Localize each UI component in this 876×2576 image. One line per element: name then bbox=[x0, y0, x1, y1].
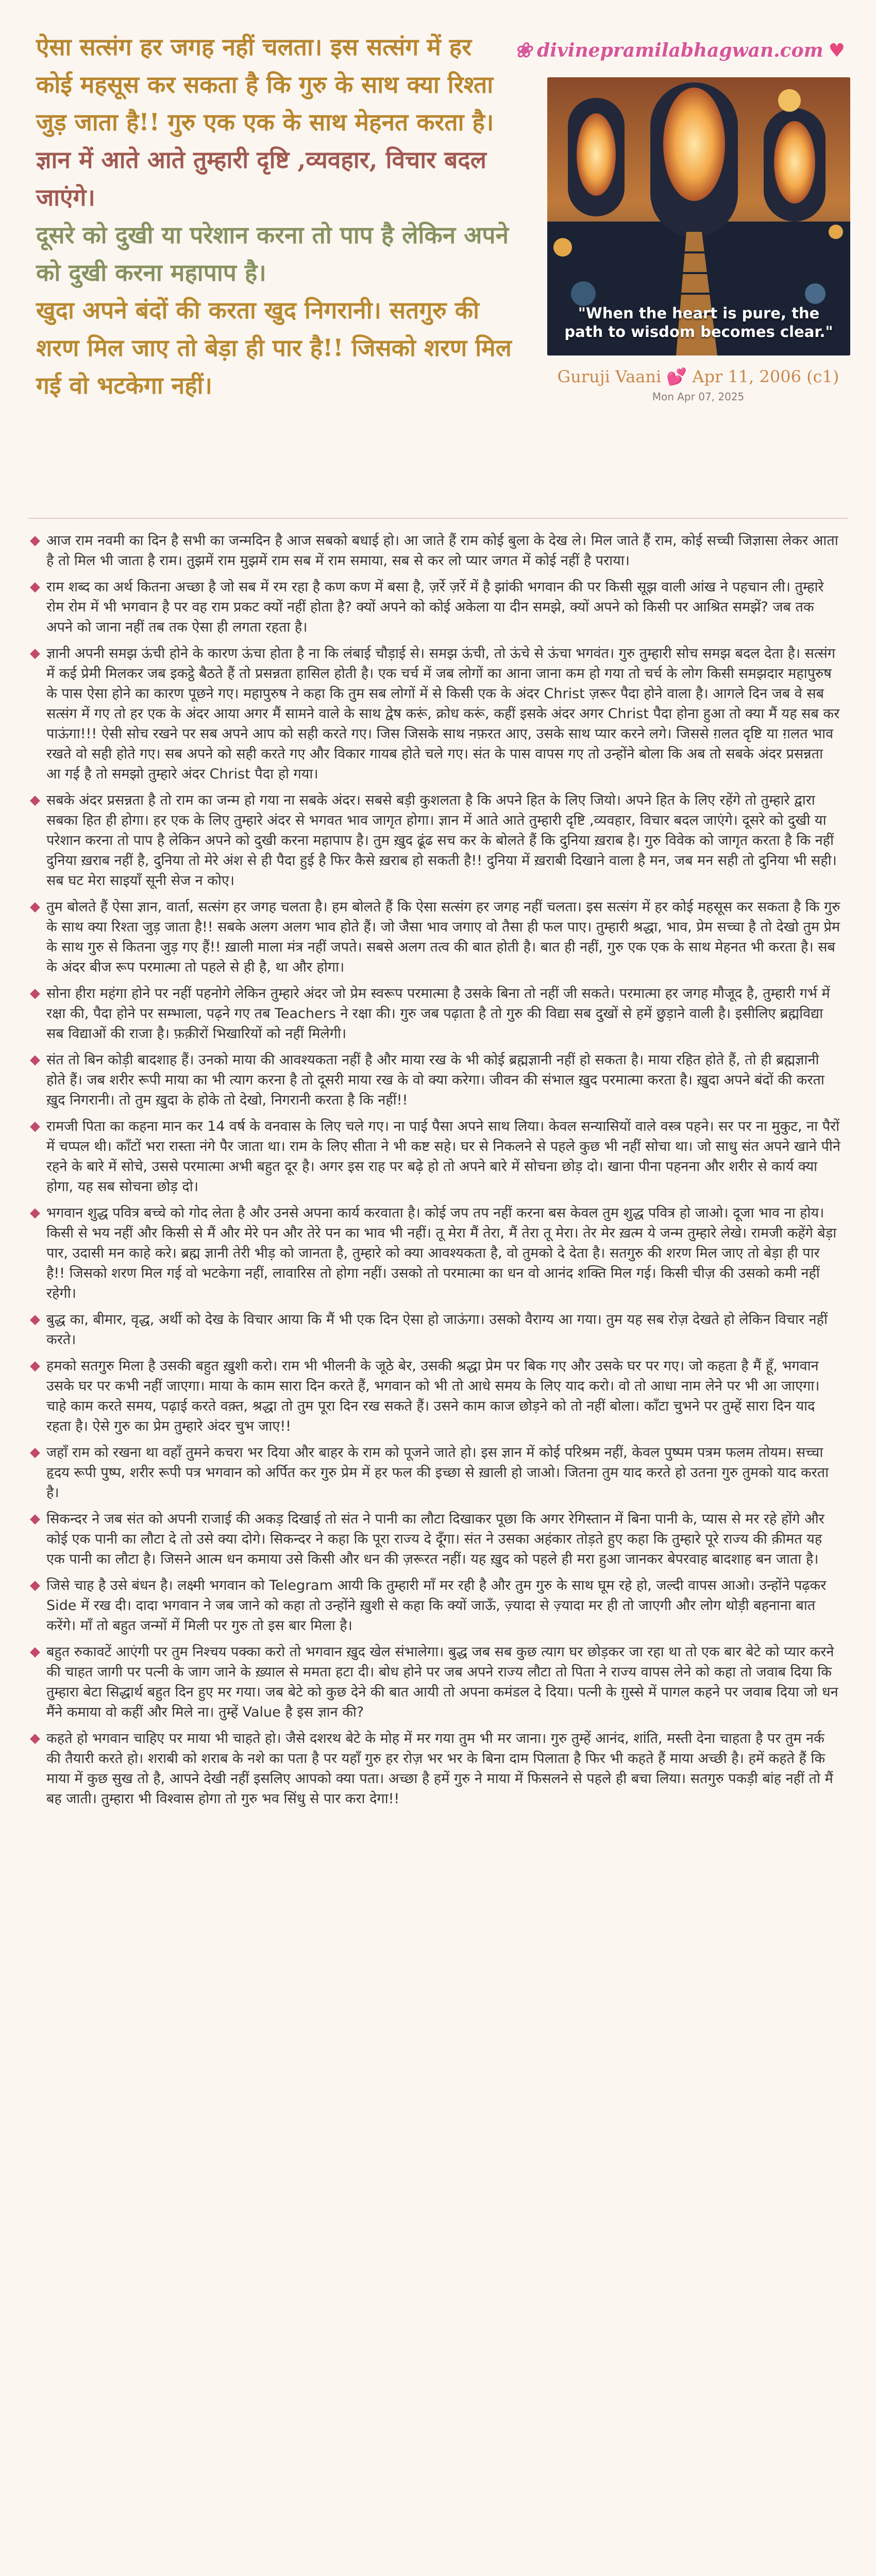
list-item bbox=[30, 790, 841, 891]
paragraph-text: जहाँ राम को रखना था वहाँ तुमने कचरा भर दिया और बाहर के राम को पूजने जाते हो। इस ज्ञान में कोई परिश्रम नहीं, केवल पुष्पम पत्रम फलम तोयम। सच्चा हृदय रूपी पुष्प, शरीर रूपी पत्र भगवान को अर्पित कर गुरु प्रेम में हर फल की इच्छा से ख़ाली हो जाओ। जितना तुम याद करते हो उतना गुरु तुमको याद करता है। bbox=[46, 1445, 829, 1501]
paragraph-text: कहते हो भगवान चाहिए पर माया भी चाहते हो। जैसे दशरथ बेटे के मोह में मर गया तुम भी मर जाना। गुरु तुम्हें आनंद, शांति, मस्ती देना चाहता है पर तुम नर्क की तैयारी करते हो। शराबी को शराब के नशे का पता है पर यहाँ गुरु हर रोज़ भर भर के बिना दाम पिलाता है फिर भी कहते हैं माया अच्छी है। हमें कहते हैं कि माया में कुछ सुख तो है, आपने देखी नहीं इसलिए आपको क्या पता। अच्छा है हमें गुरु ने माया में फिसलने से पहले ही बचा लिया। सतगुरु पकड़ी बांह नहीं तो मैं बह जाती। तुम्हारा भी विश्वास होगा तो गुरु भव सिंधु से पार करा देगा!! bbox=[46, 1731, 833, 1807]
heart-icon: ♥ bbox=[828, 39, 845, 61]
bullet-icon: ◆ bbox=[30, 1578, 40, 1593]
list-item bbox=[30, 577, 841, 637]
bullet-icon: ◆ bbox=[30, 1445, 40, 1460]
credit-author: Guruji Vaani bbox=[557, 367, 662, 386]
bullet-icon: ◆ bbox=[30, 1052, 40, 1067]
bullet-icon: ◆ bbox=[30, 1731, 40, 1746]
site-header bbox=[514, 26, 845, 75]
hero-caption: "When the heart is pure, the path to wisdom becomes clear." bbox=[564, 304, 833, 341]
paragraph-text: बुद्ध का, बीमार, वृद्ध, अर्थी को देख के विचार आया कि मैं भी एक दिन ऐसा हो जाऊंगा। उसको वैराग्य आ गया। तुम यह सब रोज़ देखते हो लेकिन विचार नहीं करते। bbox=[46, 1312, 828, 1348]
bullet-icon: ◆ bbox=[30, 1312, 40, 1327]
list-item bbox=[30, 1310, 841, 1350]
list-item bbox=[30, 531, 841, 571]
bullet-icon: ◆ bbox=[30, 1644, 40, 1659]
paragraph-text: जिसे चाह है उसे बंधन है। लक्ष्मी भगवान को Telegram आयी कि तुम्हारी माँ मर रही है और तुम गुरु के साथ घूम रहे हो, जल्दी वापस आओ। उन्होंने पढ़कर Side में रख दी। दादा भगवान ने जब जाने को कहा तो उन्होंने ख़ुशी से कहा कि क्यों जाऊँ, ज़्यादा से ज़्यादा मर ही तो जाएगी और लोग थोड़ी बहनाना बात करेंगे। माँ तो बहुत जन्मों में मिली पर गुरु तो इस बार मिला है। bbox=[46, 1578, 827, 1634]
list-item bbox=[30, 1728, 841, 1809]
bullet-icon: ◆ bbox=[30, 792, 40, 808]
list-item bbox=[30, 643, 841, 784]
list-item bbox=[30, 1642, 841, 1722]
list-item bbox=[30, 1356, 841, 1436]
credit-line bbox=[536, 367, 861, 386]
quote-line: ज्ञान में आते आते तुम्हारी दृष्टि ,व्यवहार, विचार बदल जाएंगे। bbox=[36, 146, 486, 211]
paragraph-text: आज राम नवमी का दिन है सभी का जन्मदिन है आज सबको बधाई हो। आ जाते हैं राम कोई बुला के देख ले। मिल जाते हैं राम, कोई सच्ची जिज्ञासा लेकर आता है तो मिल भी जाता है राम। तुझमें राम मुझमें राम सब में राम समाया, सब से कर लो प्यार जगत में कोई नहीं है पराया। bbox=[46, 533, 838, 569]
site-name[interactable]: divinepramilabhagwan.com bbox=[537, 39, 823, 61]
list-item bbox=[30, 1509, 841, 1569]
bullet-icon: ◆ bbox=[30, 986, 40, 1001]
list-item bbox=[30, 1203, 841, 1303]
bullet-icon: ◆ bbox=[30, 1358, 40, 1374]
bullet-icon: ◆ bbox=[30, 533, 40, 548]
paragraph-text: ज्ञानी अपनी समझ ऊंची होने के कारण ऊंचा होता है ना कि लंबाई चौड़ाई से। समझ ऊंची, तो ऊंचे से ऊंचा भगवंत। गुरु तुम्हारी सोच समझ बदल देता है। सत्संग में कई प्रेमी मिलकर जब इकट्ठे बैठते हैं तो प्रसन्नता हासिल होती है। एक चर्च में जब लोगों का आना जाना कम हो गया तो चर्च के लोग किसी समझदार महापुरुष के पास ऐसा होने का कारण पूछने गए। महापुरुष ने कहा कि तुम सब लोगों में से किसी एक के अंदर Christ ज़रूर पैदा होने वाला है। आगले दिन जब वे सब सत्संग में गए तो हर एक के अंदर आया अगर मैं सामने वाले के साथ द्वेष करूं, क्रोध करूं, कहीं इसके अंदर अगर Christ पैदा होना हुआ तो क्या मैं यह सब कर पाऊंगा!!! ऐसी सोच रखने पर सब अपने आप को सही करते गए। जिस जिसके साथ नफ़रत आए, उसके साथ प्यार करने लगे। जिससे ग़लत दृष्टि या ग़लत भाव रखते वो सही होते गए। सब अपने को सही करते गए और विकार गायब होते चले गए। संत के पास वापस गए तो उन्होंने बोला कि अब तो सबके अंदर प्रसन्नता आ गई है तो समझो तुम्हारे अंदर Christ पैदा हो गया। bbox=[46, 646, 840, 782]
hero-image bbox=[547, 77, 850, 355]
bullet-icon: ◆ bbox=[30, 579, 40, 595]
bullet-icon: ◆ bbox=[30, 899, 40, 914]
lotus-icon: ❀ bbox=[514, 38, 532, 62]
heart-icon: 💕 bbox=[666, 367, 687, 386]
credit-date: Apr 11, 2006 (c1) bbox=[692, 367, 839, 386]
paragraph-text: तुम बोलते हैं ऐसा ज्ञान, वार्ता, सत्संग हर जगह चलता है। हम बोलते हैं कि ऐसा सत्संग हर जगह नहीं चलता। इस सत्संग में हर कोई महसूस कर सकता है कि गुरु के साथ क्या रिश्ता जुड़ जाता है!! सबके अलग अलग भाव होते हैं। जो जैसा भाव जगाए वो तैसा ही फल पाए। तुम्हारी श्रद्धा, भाव, प्रेम सच्चा है तो देखो तुम प्रेम के साथ गुरु से कितना जुड़ गए हैं!! ख़ाली माला मंत्र नहीं जपते। सबसे अलग तत्व की बात होती है। बात ही नहीं, गुरु एक एक के साथ मेहनत भी करता है। सब के अंदर बीज रूप परमात्मा तो पहले से ही है, था और होगा। bbox=[46, 899, 840, 975]
list-item bbox=[30, 1050, 841, 1110]
paragraph-text: संत तो बिन कोड़ी बादशाह हैं। उनको माया की आवश्यकता नहीं है और माया रख के भी कोई ब्रह्मज्ञानी नहीं हो सकता है। माया रहित होते हैं, तो ही ब्रह्मज्ञानी होते हैं। जब शरीर रूपी माया का भी त्याग करना है तो दूसरी माया रख के वो क्या करेगा। जीवन की संभाल ख़ुद परमात्मा करता है। ख़ुदा अपने बंदों की करता ख़ुद निगरानी। तो तुम ख़ुदा के होके तो देखो, निगरानी करता है कि नहीं!! bbox=[46, 1052, 824, 1108]
bullet-icon: ◆ bbox=[30, 1118, 40, 1134]
list-item bbox=[30, 1116, 841, 1197]
paragraph-text: भगवान शुद्ध पवित्र बच्चे को गोद लेता है और उनसे अपना कार्य करवाता है। कोई जप तप नहीं करना बस केवल तुम शुद्ध पवित्र हो जाओ। दूजा भाव ना होय। किसी से भय नहीं और किसी से मैं और मेरे पन और तेरे पन का भाव भी नहीं। तू मेरा मैं तेरा, मैं तेरा तू मेरा। तेर मेर ख़त्म ये जन्म तुम्हारे लेखे। रामजी कहेंगे बेड़ा पार, उदासी मन काहे करे। ब्रह्म ज्ञानी तेरी भीड़ को जानता है, तुम्हारे को क्या आवश्यकता है, वो तुमको दे देता है। सतगुरु की शरण मिल जाए तो बेड़ा ही पार है!! जिसको शरण मिल गई वो भटकेगा नहीं, लावारिस तो होगा नहीं। उसको तो परमात्मा का धन वो आनंद शक्ति मिल गई। किसी चीज़ की उसको कमी नहीं रहेगी। bbox=[46, 1205, 837, 1301]
quote-line: खुदा अपने बंदों की करता खुद निगरानी। सतगुरु की शरण मिल जाए तो बेड़ा ही पार है!! जिसको शरण मिल गई वो भटकेगा नहीं। bbox=[36, 296, 512, 399]
bullet-icon: ◆ bbox=[30, 1205, 40, 1221]
header-quote bbox=[36, 28, 515, 404]
paragraph-text: रामजी पिता का कहना मान कर 14 वर्ष के वनवास के लिए चले गए। ना पाई पैसा अपने साथ लिया। केवल सन्यासियों वाले वस्त्र पहने। सर पर ना मुकुट, ना पैरों में चप्पल थी। काँटों भरा रास्ता नंगे पैर जाता था। राम के लिए सीता ने भी कष्ट सहे। घर से निकलने से पहले कुछ भी नहीं सोचा था। जो साधु संत अपने खाने पीने रहने के बारे में सोचे, उससे परमात्मा अभी बहुत दूर है। अगर इस राह पर बढ़े हो तो अपने बारे में सोचना छोड़ दो। खाना पीना पहनना और शरीर से कार्य क्या होगा, यह सब सोचना छोड़ दो। bbox=[46, 1118, 840, 1195]
quote-line: दूसरे को दुखी या परेशान करना तो पाप है लेकिन अपने को दुखी करना महापाप है। bbox=[36, 221, 509, 286]
paragraph-text: बहुत रुकावटें आएंगी पर तुम निश्चय पक्का करो तो भगवान ख़ुद खेल संभालेगा। बुद्ध जब सब कुछ त्याग घर छोड़कर जा रहा था तो एक बार बेटे को प्यार करने की चाहत जागी पर पत्नी के जाग जाने के ख़्याल से ममता हटा दी। बोध होने पर जब अपने राज्य लौटा तो पिता ने राज्य वापस लेने को कहा तो जवाब दिया कि तुम्हारा बेटा सिद्धार्थ बहुत दिन हुए मर गया। जब बेटे को कुछ देने की बात आयी तो अपना कमंडल दे दिया। पत्नी के ग़ुस्से में पागल कहने पर जवाब दिया जो धन मैंने कमाया वो कहीं और मिले ना। तुम्हें Value है इस ज्ञान की? bbox=[46, 1644, 838, 1720]
publish-date: Mon Apr 07, 2025 bbox=[652, 391, 745, 403]
paragraph-text: राम शब्द का अर्थ कितना अच्छा है जो सब में रम रहा है कण कण में बसा है, ज़र्रे ज़र्रे में है झांकी भगवान की पर किसी सूझ वाली आंख ने पहचान ली। तुम्हारे रोम रोम में भी भगवान है पर वह राम प्रकट क्यों नहीं होता है? क्यों अपने को कोई अकेला या दीन समझे, क्यों अपने को किसी पर आश्रित समझें? जब तक अपने को जाना नहीं तब तक ऐसा ही लगता रहता है। bbox=[46, 579, 824, 635]
list-item bbox=[30, 1575, 841, 1636]
list-item bbox=[30, 1443, 841, 1503]
paragraph-text: सिकन्दर ने जब संत को अपनी राजाई की अकड़ दिखाई तो संत ने पानी का लौटा दिखाकर पूछा कि अगर रेगिस्तान में बिना पानी के, प्यास से मर रहे होंगे और कोई एक पानी का लौटा दे तो उसे क्या दोगे। सिकन्दर ने कहा कि पूरा राज्य दे दूँगा। संत ने उसका अहंकार तोड़ते हुए कहा कि तुम्हारे पूरे राज्य की क़ीमत यह एक पानी का लौटा है। जिसने आत्म धन कमाया उसे किसी और धन की ज़रूरत नहीं। यह ख़ुद को पहले ही मरा हुआ जानकर बेपरवाह बादशाह बन जाता है। bbox=[46, 1511, 824, 1567]
list-item bbox=[30, 984, 841, 1044]
paragraph-text: सबके अंदर प्रसन्नता है तो राम का जन्म हो गया ना सबके अंदर। सबसे बड़ी कुशलता है कि अपने हित के लिए जियो। अपने हित के लिए रहेंगे तो तुम्हारे द्वारा सबका हित ही होगा। हर एक के लिए तुम्हारे अंदर से भगवत भाव जागृत होगा। ज्ञान में आते आते तुम्हारी दृष्टि ,व्यवहार, विचार बदल जाएंगे। दूसरे को दुखी या परेशान करना तो पाप है लेकिन अपने को दुखी करना महापाप है। तुम ख़ुद ढूंढ सच कर के बोलते हैं कि दुनिया ख़राब है। गुरु विवेक को जागृत करता है कि नहीं दुनिया ख़राब नहीं है, दुनिया तो मेरे अंश से ही पैदा हुई है फिर कैसे ख़राब हो सकती है!! दुनिया में ख़राबी दिखाने वाला है मन, जब मन सही तो दुनिया भी सही। सब घट मेरा साइयाँ सूनी सेज न कोए। bbox=[46, 792, 837, 889]
paragraph-text: सोना हीरा महंगा होने पर नहीं पहनोगे लेकिन तुम्हारे अंदर जो प्रेम स्वरूप परमात्मा है उसके बिना तो नहीं जी सकते। परमात्मा हर जगह मौजूद है, तुम्हारी गर्भ में रक्षा की, पैदा होने पर सम्भाला, पढ़ने गए तब Teachers ने रक्षा की। गुरु जब पढ़ाता है तो गुरु की विद्या सब दुखों से हमें छुड़ाने वाली है। इसीलिए ब्रह्मविद्या सब विद्याओं की राजा है। फ़क़ीरों भिखारियों को नहीं मिलेगी। bbox=[46, 986, 830, 1042]
quote-line: ऐसा सत्संग हर जगह नहीं चलता। इस सत्संग में हर कोई महसूस कर सकता है कि गुरु के साथ क्या रिश्ता जुड़ जाता है!! गुरु एक एक के साथ मेहनत करता है। bbox=[36, 33, 494, 136]
bullet-icon: ◆ bbox=[30, 1511, 40, 1527]
bullet-icon: ◆ bbox=[30, 646, 40, 661]
list-item bbox=[30, 897, 841, 977]
divider bbox=[28, 518, 848, 519]
paragraph-text: हमको सतगुरु मिला है उसकी बहुत ख़ुशी करो। राम भी भीलनी के जूठे बेर, उसकी श्रद्धा प्रेम पर बिक गए और उसके घर पर गए। जो कहता है मैं हूँ, भगवान उसके घर पर कभी नहीं जाएगा। माया के काम सारा दिन करते हैं, भगवान को भी तो आधे समय के लिए याद करो। वो तो आधा नाम लेने पर भी आ जाएगा। चाहे काम करते समय, पढ़ाई करते वक़्त, श्रद्धा तो तुम पूरा दिन रख सकते हैं। उसने काम काज छोड़ने को तो नहीं बोला। काँटा चुभने पर तुम्हें सारा दिन याद रहता है। ऐसे गुरु का प्रेम तुम्हारे अंदर चुभ जाए!! bbox=[46, 1358, 820, 1434]
paragraph-list bbox=[30, 531, 841, 1815]
